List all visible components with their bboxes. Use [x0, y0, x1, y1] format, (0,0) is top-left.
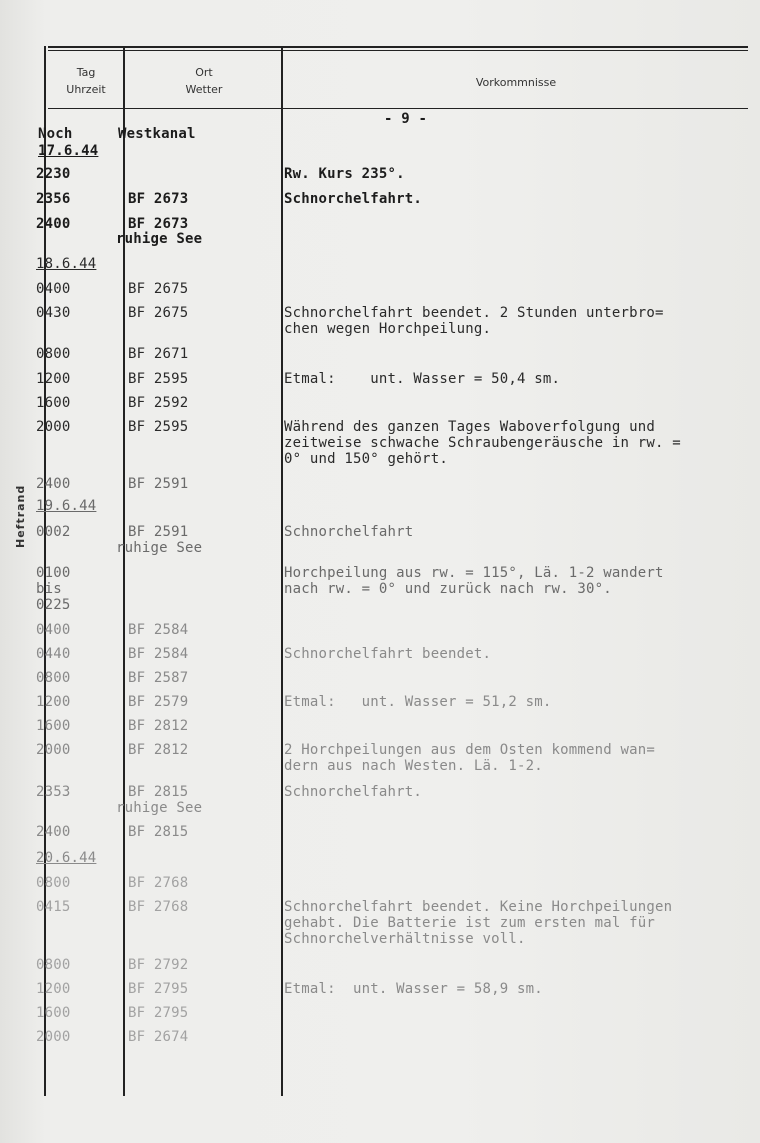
- row-text: Während des ganzen Tages Waboverfolgung und: [284, 419, 656, 435]
- row-text: Schnorchelfahrt beendet. 2 Stunden unterbro=: [284, 305, 664, 321]
- row-date: 18.6.44: [36, 256, 97, 272]
- row-place: BF 2675: [128, 281, 189, 297]
- header-bottom-rule: [48, 108, 748, 109]
- row-text: Schnorchelfahrt: [284, 524, 414, 540]
- row-text: Etmal: unt. Wasser = 58,9 sm.: [284, 981, 543, 997]
- row-time: Noch: [38, 126, 73, 142]
- row-time: 2000: [36, 1029, 71, 1045]
- header-tag: Tag: [76, 66, 96, 79]
- row-time: bis: [36, 581, 62, 597]
- row-time: 2000: [36, 742, 71, 758]
- row-text: nach rw. = 0° und zurück nach rw. 30°.: [284, 581, 612, 597]
- row-place: BF 2795: [128, 981, 189, 997]
- row-place: BF 2587: [128, 670, 189, 686]
- row-time: 2356: [36, 191, 71, 207]
- row-place: BF 2584: [128, 622, 189, 638]
- row-text: 2 Horchpeilungen aus dem Osten kommend wan=: [284, 742, 656, 758]
- header-vorkommnisse: Vorkommnisse: [475, 76, 557, 89]
- row-time: 0800: [36, 346, 71, 362]
- row-place: BF 2595: [128, 371, 189, 387]
- header-wetter: Wetter: [185, 83, 223, 96]
- row-text: Etmal: unt. Wasser = 50,4 sm.: [284, 371, 561, 387]
- row-place: BF 2595: [128, 419, 189, 435]
- row-place: BF 2815: [128, 784, 189, 800]
- row-text: dern aus nach Westen. Lä. 1-2.: [284, 758, 543, 774]
- row-time: 0800: [36, 670, 71, 686]
- row-text: Schnorchelfahrt beendet.: [284, 646, 492, 662]
- row-place: BF 2812: [128, 742, 189, 758]
- row-place: BF 2591: [128, 476, 189, 492]
- row-time: 1600: [36, 1005, 71, 1021]
- row-text: Schnorchelfahrt.: [284, 784, 423, 800]
- row-place: BF 2674: [128, 1029, 189, 1045]
- row-place: BF 2812: [128, 718, 189, 734]
- row-text: gehabt. Die Batterie ist zum ersten mal für: [284, 915, 656, 931]
- row-place: BF 2792: [128, 957, 189, 973]
- row-place: BF 2815: [128, 824, 189, 840]
- top-rule: [48, 46, 748, 48]
- row-time: 2400: [36, 476, 71, 492]
- row-weather: ruhige See: [116, 800, 203, 816]
- row-time: 1600: [36, 395, 71, 411]
- row-time: 1200: [36, 694, 71, 710]
- row-time: 0800: [36, 875, 71, 891]
- row-time: 0430: [36, 305, 71, 321]
- row-place: BF 2768: [128, 875, 189, 891]
- row-place: Westkanal: [118, 126, 196, 142]
- row-date: 17.6.44: [38, 143, 99, 159]
- margin-label: Heftrand: [14, 484, 27, 548]
- row-place: BF 2591: [128, 524, 189, 540]
- row-time: 0225: [36, 597, 71, 613]
- row-time: 0800: [36, 957, 71, 973]
- header-ort-wetter: [126, 64, 282, 98]
- row-time: 0100: [36, 565, 71, 581]
- row-date: 19.6.44: [36, 498, 97, 514]
- row-date: 20.6.44: [36, 850, 97, 866]
- top-rule-thin: [48, 50, 748, 51]
- row-place: BF 2592: [128, 395, 189, 411]
- row-text: chen wegen Horchpeilung.: [284, 321, 492, 337]
- row-text: Horchpeilung aus rw. = 115°, Lä. 1-2 wandert: [284, 565, 664, 581]
- row-time: 2400: [36, 824, 71, 840]
- row-time: 0400: [36, 622, 71, 638]
- row-text: Etmal: unt. Wasser = 51,2 sm.: [284, 694, 552, 710]
- row-text: zeitweise schwache Schraubengeräusche in rw. =: [284, 435, 681, 451]
- row-text: Schnorchelfahrt.: [284, 191, 423, 207]
- row-time: 0440: [36, 646, 71, 662]
- row-place: BF 2579: [128, 694, 189, 710]
- header-uhrzeit: Uhrzeit: [66, 83, 106, 96]
- row-place: BF 2673: [128, 191, 189, 207]
- row-weather: ruhige See: [116, 231, 203, 247]
- row-place: BF 2673: [128, 216, 189, 232]
- col1-rule: [123, 46, 125, 1096]
- row-time: 2353: [36, 784, 71, 800]
- page-number: - 9 -: [384, 111, 428, 127]
- row-place: BF 2675: [128, 305, 189, 321]
- row-weather: ruhige See: [116, 540, 203, 556]
- col2-rule: [281, 46, 283, 1096]
- row-text: 0° und 150° gehört.: [284, 451, 448, 467]
- row-time: 2000: [36, 419, 71, 435]
- row-text: Rw. Kurs 235°.: [284, 166, 405, 182]
- row-place: BF 2768: [128, 899, 189, 915]
- row-place: BF 2584: [128, 646, 189, 662]
- row-time: 1200: [36, 981, 71, 997]
- row-text: Schnorchelverhältnisse voll.: [284, 931, 526, 947]
- row-text: Schnorchelfahrt beendet. Keine Horchpeilungen: [284, 899, 673, 915]
- row-time: 1200: [36, 371, 71, 387]
- row-place: BF 2795: [128, 1005, 189, 1021]
- row-time: 0002: [36, 524, 71, 540]
- row-time: 2230: [36, 166, 71, 182]
- row-place: BF 2671: [128, 346, 189, 362]
- header-ort: Ort: [195, 66, 213, 79]
- header-tag-uhrzeit: [48, 64, 124, 98]
- row-time: 0400: [36, 281, 71, 297]
- row-time: 2400: [36, 216, 71, 232]
- row-time: 0415: [36, 899, 71, 915]
- row-time: 1600: [36, 718, 71, 734]
